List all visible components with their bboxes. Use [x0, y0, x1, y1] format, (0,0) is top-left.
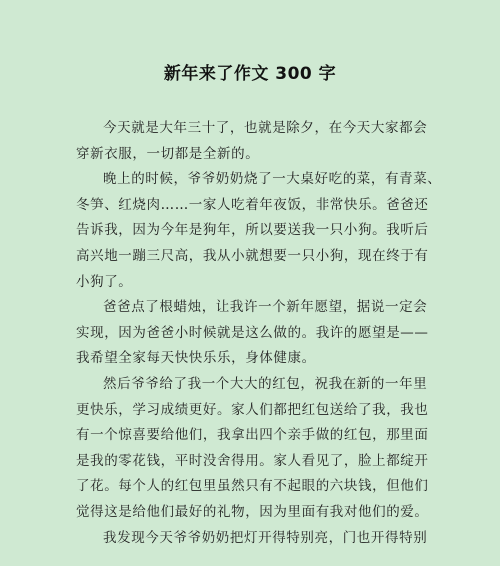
paragraph-line: 是我的零花钱，平时没舍得用。家人看见了，脸上都绽开 — [76, 452, 429, 469]
paragraph-line: 更快乐，学习成绩更好。家人们都把红包送给了我，我也 — [76, 401, 429, 418]
paragraph-line: 冬笋、红烧肉……一家人吃着年夜饭，非常快乐。爸爸还 — [76, 196, 429, 213]
paragraph-line: 小狗了。 — [76, 273, 133, 290]
paragraph-line: 晚上的时候，爷爷奶奶烧了一大桌好吃的菜，有青菜、 — [103, 171, 442, 188]
paragraph-line: 有一个惊喜要给他们，我拿出四个亲手做的红包，那里面 — [76, 427, 429, 444]
paragraph-line: 穿新衣服，一切都是全新的。 — [76, 145, 260, 162]
article-title: 新年来了作文 300 字 — [163, 64, 337, 84]
paragraph-line: 觉得这是给他们最好的礼物，因为里面有我对他们的爱。 — [76, 503, 429, 520]
paragraph-line: 我发现今天爷爷奶奶把灯开得特别亮，门也开得特别 — [103, 529, 428, 546]
article-body — [76, 116, 442, 551]
paragraph-line: 今天就是大年三十了，也就是除夕，在今天大家都会 — [103, 120, 428, 136]
paragraph-line: 告诉我，因为今年是狗年，所以要送我一只小狗。我听后 — [76, 222, 429, 239]
paragraph-line: 爸爸点了根蜡烛，让我许一个新年愿望，据说一定会 — [103, 299, 428, 316]
paragraph-line: 高兴地一蹦三尺高，我从小就想要一只小狗，现在终于有 — [76, 247, 429, 264]
paragraph-line: 实现，因为爸爸小时候就是这么做的。我许的愿望是—— — [76, 324, 429, 341]
paragraph-line: 然后爷爷给了我一个大大的红包，祝我在新的一年里 — [103, 375, 428, 392]
paragraph-line: 我希望全家每天快快乐乐，身体健康。 — [76, 350, 316, 367]
paragraph-line: 了花。每个人的红包里虽然只有不起眼的六块钱，但他们 — [76, 478, 429, 495]
